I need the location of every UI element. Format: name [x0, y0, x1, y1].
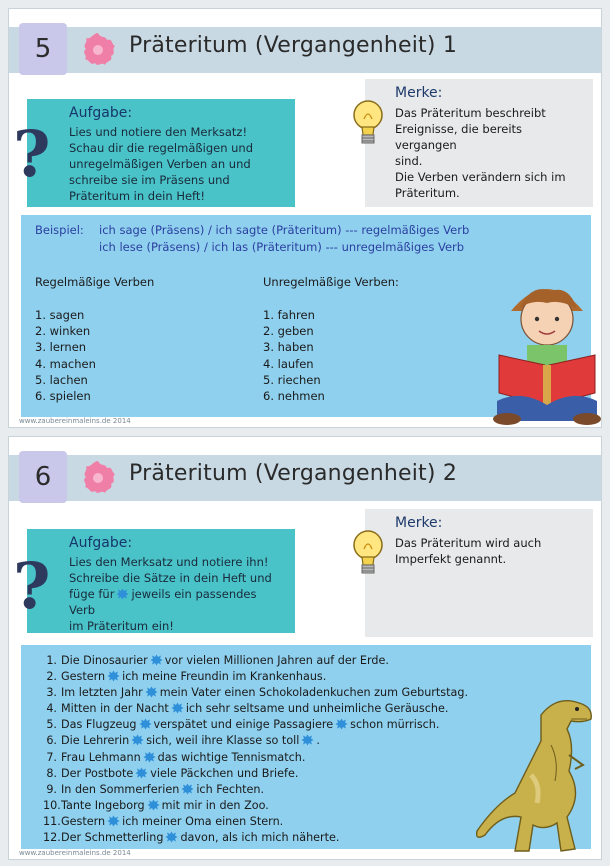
sentence-text: mit mir in den Zoo.	[161, 798, 269, 812]
blot-icon	[147, 799, 160, 811]
sentence-text: das wichtige Tennismatch.	[157, 750, 306, 764]
blot-icon	[150, 654, 163, 666]
merke-box	[365, 509, 593, 637]
blot-icon	[171, 702, 184, 714]
blot-icon	[131, 734, 144, 746]
question-mark-icon: ?	[13, 549, 51, 624]
dinosaur-illustration	[471, 685, 603, 859]
sentence-number: 6.	[46, 734, 57, 748]
sentence-text: Im letzten Jahr	[61, 686, 143, 700]
task-text-part: jeweils ein passendes Verb	[69, 587, 257, 617]
list-item: 1. fahren	[263, 308, 315, 322]
sentence-item	[43, 733, 468, 749]
merke-line: Imperfekt genannt.	[395, 552, 507, 566]
footer-credit: www.zaubereinmaleins.de 2014	[19, 417, 131, 425]
sentence-text: Der Schmetterling	[61, 831, 164, 845]
task-line: im Präteritum ein!	[69, 619, 174, 633]
card-praeteritum-1	[8, 8, 602, 428]
card-number: 6	[19, 451, 67, 503]
merke-line: Das Präteritum wird auch	[395, 536, 542, 550]
sentence-text: Gestern	[61, 814, 106, 828]
example-line-irregular: ich lese (Präsens) / ich las (Präteritum) --- unregelmäßiges Verb	[99, 240, 465, 254]
sentence-text: Frau Lehmann	[61, 750, 141, 764]
sentence-number: 11.	[43, 814, 61, 828]
sentence-item	[43, 830, 468, 846]
merke-heading: Merke:	[395, 85, 443, 101]
blot-icon	[145, 686, 158, 698]
sentence-text: Das Flugzeug	[61, 718, 137, 732]
sentence-item	[43, 653, 468, 669]
merke-line: Ereignisse, die bereits vergangen	[395, 122, 523, 152]
list-item: 1. sagen	[35, 308, 85, 322]
splat-icon	[77, 29, 119, 71]
task-text-part: füge für	[69, 587, 115, 601]
list-item: 3. lernen	[35, 340, 87, 355]
regular-verbs-heading: Regelmäßige Verben	[35, 275, 155, 289]
sentence-item	[43, 717, 468, 733]
blot-icon	[335, 718, 348, 730]
sentence-text: ich Fechten.	[196, 782, 265, 796]
splat-icon	[77, 457, 119, 499]
blot-icon	[135, 767, 148, 779]
irregular-verbs-list	[263, 307, 325, 404]
card-number: 5	[19, 23, 67, 75]
task-line: schreibe sie im Präsens und	[69, 173, 230, 187]
list-item: 5. riechen	[263, 372, 321, 387]
merke-line: Die Verben verändern sich im	[395, 170, 566, 184]
card-title: Präteritum (Vergangenheit) 1	[129, 33, 458, 58]
task-box	[27, 99, 295, 207]
sentence-item	[43, 798, 468, 814]
sentence-text: Die Dinosaurier	[61, 654, 148, 667]
question-mark-icon: ?	[13, 117, 51, 192]
sentence-item	[43, 750, 468, 766]
task-line: Lies und notiere den Merksatz!	[69, 125, 248, 139]
blot-icon	[107, 670, 120, 682]
sentence-text: ich meine Freundin im Krankenhaus.	[122, 670, 327, 684]
light-bulb-icon	[349, 527, 387, 579]
task-line: Lies den Merksatz und notiere ihn!	[69, 555, 269, 569]
list-item: 4. machen	[35, 356, 96, 371]
merke-line: sind.	[395, 154, 423, 168]
task-line: Präteritum in dein Heft!	[69, 189, 206, 203]
footer-credit: www.zaubereinmaleins.de 2014	[19, 849, 131, 857]
sentence-item	[43, 814, 468, 830]
blot-icon	[107, 815, 120, 827]
sentence-text: In den Sommerferien	[61, 782, 180, 796]
task-line: Schau dir die regelmäßigen und	[69, 141, 254, 155]
merke-box	[365, 79, 593, 207]
blot-icon	[116, 588, 129, 600]
sentence-text: schon mürrisch.	[350, 718, 440, 732]
reading-boy-illustration	[491, 261, 603, 429]
blot-icon	[301, 734, 314, 746]
sentence-text: vor vielen Millionen Jahren auf der Erde.	[164, 654, 389, 667]
sentence-text: ich sehr seltsame und unheimliche Geräusche.	[185, 702, 449, 716]
card-praeteritum-2	[8, 436, 602, 860]
sentence-text: Die Lehrerin	[61, 734, 130, 748]
task-heading: Aufgabe:	[69, 535, 133, 551]
list-item: 6. spielen	[35, 389, 91, 404]
task-line	[69, 586, 285, 618]
list-item: 6. nehmen	[263, 389, 325, 404]
list-item: 4. laufen	[263, 356, 314, 371]
list-item: 5. lachen	[35, 372, 88, 387]
merke-line: Das Präteritum beschreibt	[395, 106, 546, 120]
card-title: Präteritum (Vergangenheit) 2	[129, 461, 458, 486]
irregular-verbs-heading: Unregelmäßige Verben:	[263, 275, 399, 289]
merke-text	[395, 535, 583, 567]
sentence-item	[43, 701, 468, 717]
sentence-text: Tante Ingeborg	[61, 798, 145, 812]
regular-verbs-list	[35, 307, 96, 404]
task-line: Schreibe die Sätze in dein Heft und	[69, 571, 272, 585]
task-line: unregelmäßigen Verben an und	[69, 157, 251, 171]
list-item: 2. geben	[263, 324, 314, 339]
task-text	[69, 554, 285, 634]
sentence-text: Mitten in der Nacht	[61, 702, 169, 716]
sentence-number: 7.	[46, 750, 57, 764]
sentence-number: 8.	[46, 766, 57, 780]
example-label: Beispiel:	[35, 223, 84, 237]
sentence-text: viele Päckchen und Briefe.	[150, 766, 299, 780]
task-box	[27, 529, 295, 633]
merke-line: Präteritum.	[395, 186, 460, 200]
sentence-text: Der Postbote	[61, 766, 134, 780]
sentence-number: 2.	[46, 670, 57, 684]
blot-icon	[143, 751, 156, 763]
sentences-list	[43, 653, 468, 846]
light-bulb-icon	[349, 97, 387, 149]
sentence-text: sich, weil ihre Klasse so toll	[146, 734, 300, 748]
blot-icon	[139, 718, 152, 730]
sentence-number: 5.	[46, 718, 57, 732]
sentence-item	[43, 766, 468, 782]
list-item: 2. winken	[35, 324, 91, 339]
merke-heading: Merke:	[395, 515, 443, 531]
sentence-item	[43, 685, 468, 701]
sentence-number: 12.	[43, 831, 61, 845]
sentence-number: 1.	[46, 654, 57, 667]
task-heading: Aufgabe:	[69, 105, 133, 121]
sentence-text: davon, als ich mich näherte.	[180, 831, 340, 845]
sentence-number: 4.	[46, 702, 57, 716]
sentence-text: .	[316, 734, 320, 748]
sentence-text: ich meiner Oma einen Stern.	[122, 814, 284, 828]
sentence-number: 10.	[43, 798, 61, 812]
sentence-item	[43, 782, 468, 798]
task-text	[69, 124, 285, 204]
sentence-item	[43, 669, 468, 685]
example-line-regular: ich sage (Präsens) / ich sagte (Präteritum) --- regelmäßiges Verb	[99, 223, 470, 237]
blot-icon	[181, 783, 194, 795]
sentence-text: mein Vater einen Schokoladenkuchen zum Geburtstag.	[159, 686, 468, 700]
sentence-text: Gestern	[61, 670, 106, 684]
blot-icon	[165, 831, 178, 843]
merke-text	[395, 105, 583, 201]
list-item: 3. haben	[263, 340, 314, 355]
sentence-number: 9.	[46, 782, 57, 796]
sentence-number: 3.	[46, 686, 57, 700]
sentence-text: verspätet und einige Passagiere	[153, 718, 334, 732]
